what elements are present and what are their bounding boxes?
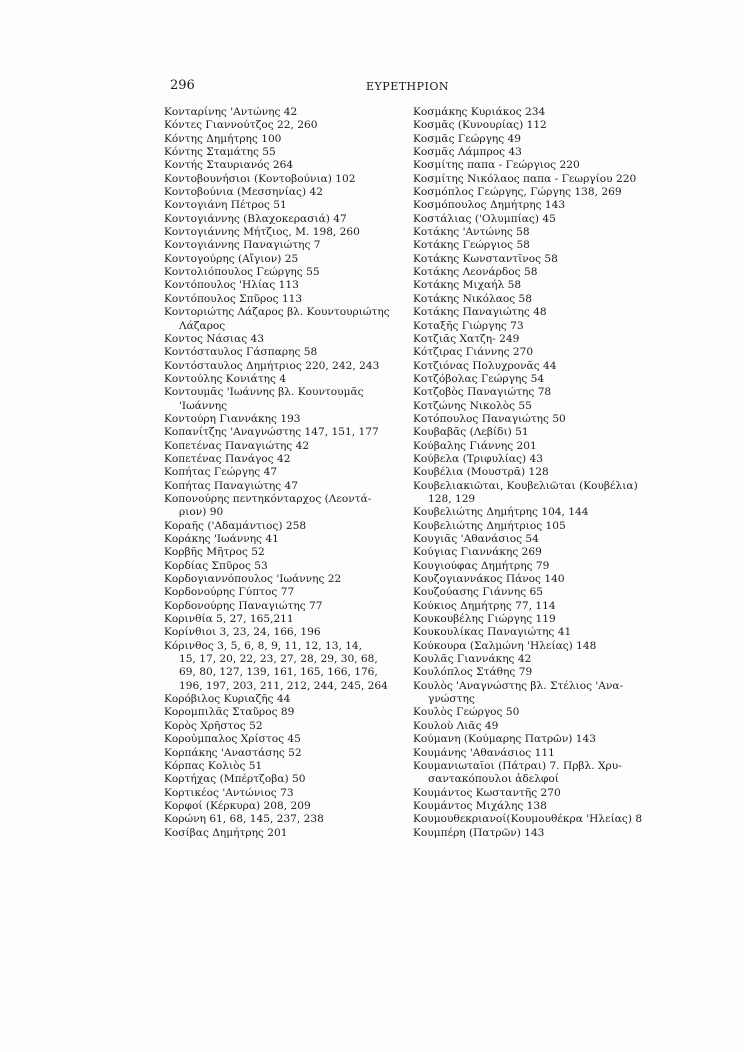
index-entry [413,666,663,679]
index-entry-text: Κοτάκης Παναγιώτης 48 [413,306,547,319]
index-entry-text: Κουμάντος Κωσταντῆς 270 [413,786,561,799]
index-entry-text: Κουβέλια (Μουστρᾶ) 128 [413,466,549,479]
index-entry [164,133,400,146]
index-entry-text: Κοταξῆς Γιώργης 73 [413,319,524,332]
index-entry [413,626,663,639]
index-entry [164,360,400,373]
index-entry [164,480,400,493]
index-entry [413,266,663,279]
index-entry [413,213,663,226]
index-entry-continuation: ριον) 90 [179,506,224,519]
index-entry-text: Κοπετένας Παναγιώτης 42 [164,439,310,452]
index-entry-text: Κορίνθιοι 3, 23, 24, 166, 196 [164,626,321,639]
index-entry-text: Κορδογιαννόπουλος 'Ιωάννης 22 [164,573,342,586]
index-column-left [164,106,400,840]
index-entry-text: Κορφοί (Κέρκυρα) 208, 209 [164,799,311,812]
index-entry-text: Κούκιος Δημήτρης 77, 114 [413,599,556,612]
index-entry [164,573,400,586]
index-entry [164,119,400,132]
index-entry-text: Κοντολιόπουλος Γεώργης 55 [164,266,320,279]
index-entry-text: Κορτικέος 'Αντώνιος 73 [164,786,294,799]
index-entry-text: Κορινθία 5, 27, 165,211 [164,613,294,626]
index-entry [164,159,400,172]
index-entry-text: Κοσμόπλος Γεώργης, Γώργης 138, 269 [413,186,622,199]
index-entry [164,773,400,786]
index-entry-text: Κοσμίτης παπα - Γεώργιος 220 [413,159,580,172]
index-entry [164,493,400,520]
index-entry-text: Κουγιᾶς 'Αθανάσιος 54 [413,533,539,545]
index-entry-text: Κοντόπουλος Σπῦρος 113 [164,292,303,305]
index-entry-text: Κότζιρας Γιάννης 270 [413,346,534,359]
index-entry-text: Κοντοβουνήσιοι (Κοντοβούνια) 102 [164,172,356,185]
index-entry-continuation: Λάζαρος [179,319,226,332]
index-entry-text: Κοντοριώτης Λάζαρος βλ. Κουντουριώτης [164,306,390,319]
index-entry-text: Κοντόπουλος 'Ηλίας 113 [164,279,299,292]
index-entry [413,186,663,199]
index-entry [164,560,400,573]
index-entry [413,560,663,573]
index-entry [413,827,663,840]
index-entry [413,386,663,399]
index-entry-text: Κουκουλίκας Παναγιώτης 41 [413,626,572,639]
index-entry [413,466,663,479]
index-entry-text: Κοροὐμπαλος Χρίστος 45 [164,733,301,746]
index-entry-text: Κοτάκης Νικόλαος 58 [413,292,533,305]
index-entry-text: Κοπονούρης πεντηκόνταρχος (Λεοντά- [164,492,372,505]
index-entry-text: Κουζούασης Γιάννης 65 [413,586,543,599]
index-entry-text: Κούμανη (Κούμαρης Πατρῶν) 143 [413,733,596,746]
index-entry-text: Κορώνη 61, 68, 145, 237, 238 [164,813,324,826]
index-entry-text: Κοτζοβὸς Παναγιώτης 78 [413,386,552,399]
index-entry-text: Κοπετένας Πανάγος 42 [164,452,291,465]
index-entry [413,653,663,666]
index-entry-text: Κοτζιᾶς Χατζη- 249 [413,332,520,345]
index-entry-continuation: 196, 197, 203, 211, 212, 244, 245, 264 [179,679,388,692]
index-entry-text: Κοσμᾶς (Κυνουρίας) 112 [413,119,547,132]
index-entry [164,640,400,693]
index-entry-text: Κοντουμᾶς 'Ιωάννης βλ. Κουντουμᾶς [164,386,364,399]
index-entry-text: Κονταρίνης 'Αντώνης 42 [164,106,298,118]
index-entry-text: Κουζογιαννάκος Πάνος 140 [413,573,565,586]
index-entry [164,146,400,159]
index-entry-text: Κουμάντος Μιχάλης 138 [413,799,547,812]
index-entry-continuation: 69, 80, 127, 139, 161, 165, 166, 176, [179,666,378,679]
index-entry-text: Κοτάκης Κωνσταντῖνος 58 [413,252,558,265]
index-entry-text: Κοστάλιας ('Ολυμπίας) 45 [413,212,556,225]
index-entry-text: Κουλᾶς Γιαννάκης 42 [413,653,532,666]
index-entry [413,119,663,132]
index-entry [164,520,400,533]
index-entry-text: Κορὸς Χρῆστος 52 [164,719,263,732]
index-entry [164,747,400,760]
index-entry-text: Κοντόσταυλος Γάσπαρης 58 [164,346,318,359]
index-entry [413,520,663,533]
index-entry-text: Κοσίβας Δημήτρης 201 [164,826,288,839]
index-entry [413,173,663,186]
index-entry [413,533,663,546]
index-entry-continuation: 'Ιωάννης [179,399,228,412]
index-entry-text: Κοντογιάννης Παναγιώτης 7 [164,239,321,252]
index-entry [164,279,400,292]
index-entry-text: Κοντόσταυλος Δημήτριος 220, 242, 243 [164,359,380,372]
index-entry-text: Κοραῆς ('Αδαμάντιος) 258 [164,519,307,532]
index-entry-text: Κοσμᾶς Λάμπρος 43 [413,146,522,159]
index-entry-text: Κουμάνης 'Αθανάσιος 111 [413,746,555,759]
index-entry-text: Κορδίας Σπῦρος 53 [164,559,268,572]
index-entry-text: Κόντης Σταμάτης 55 [164,146,276,159]
index-entry [413,573,663,586]
index-entry-text: Κοσμόπουλος Δημήτρης 143 [413,199,566,212]
index-entry [413,226,663,239]
index-entry [164,546,400,559]
index-entry [164,533,400,546]
index-entry-continuation: 128, 129 [428,492,476,505]
index-entry [164,106,400,119]
index-entry [164,199,400,212]
index-entry-text: Κουμανιωταῖοι (Πάτραι) 7. Πρβλ. Χρυ- [413,759,622,772]
index-column-right [413,106,663,840]
index-entry [413,306,663,319]
index-entry [164,600,400,613]
index-entry-text: Κοπήτας Γεώργης 47 [164,466,278,479]
index-entry [413,400,663,413]
index-entry [164,186,400,199]
index-entry [413,426,663,439]
index-entry-text: Κουκουβέλης Γιώργης 119 [413,613,556,626]
index-entry [413,413,663,426]
index-entry-text: Κοντούλης Κονιάτης 4 [164,372,287,385]
index-entry-text: Κορδονούρης Γύπτος 77 [164,586,295,599]
index-entry [413,546,663,559]
index-entry [164,173,400,186]
index-entry-text: Κοτζιόνας Πολυχρονᾶς 44 [413,359,557,372]
index-entry-text: Κοντής Σταυριανός 264 [164,159,294,172]
index-entry [164,613,400,626]
index-entry-text: Κόντης Δημήτρης 100 [164,132,282,145]
index-entry-text: Κοντογούρης (Αἴγιον) 25 [164,252,299,265]
index-entry [164,827,400,840]
index-entry-text: Κοτάκης Λεονάρδος 58 [413,266,538,279]
index-entry [164,346,400,359]
index-entry [164,426,400,439]
index-entry-text: Κουλὸς Γεώργος 50 [413,706,520,719]
index-entry-text: Κόρινθος 3, 5, 6, 8, 9, 11, 12, 13, 14, [164,639,363,652]
index-entry [164,440,400,453]
index-entry [164,733,400,746]
index-entry [413,133,663,146]
index-entry [413,760,663,787]
index-entry [164,239,400,252]
index-entry-text: Κοτάκης 'Αντώνης 58 [413,226,530,239]
index-entry [413,373,663,386]
index-entry [164,800,400,813]
index-entry [164,626,400,639]
index-entry [164,813,400,826]
index-entry [413,279,663,292]
index-entry-text: Κουβελιώτης Δημήτριος 105 [413,519,566,532]
index-entry [164,306,400,333]
index-entry [413,733,663,746]
index-entry [413,333,663,346]
index-entry [413,440,663,453]
index-entry [413,360,663,373]
index-entry-text: Κορόβιλος Κυριαζῆς 44 [164,693,291,706]
index-entry [413,253,663,266]
index-entry-text: Κοντογιάννης (Βλαχοκερασιά) 47 [164,212,347,225]
index-entry-text: Κουλοὺ Λιᾶς 49 [413,719,499,732]
index-entry-continuation: γνώστης [428,693,475,706]
index-entry-text: Κοντογιάνη Πέτρος 51 [164,199,287,212]
index-entry [413,586,663,599]
index-entry [164,293,400,306]
index-entry-text: Κοτάκης Γεώργιος 58 [413,239,530,252]
index-entry-text: Κορδονούρης Παναγιώτης 77 [164,599,323,612]
index-entry [164,253,400,266]
index-entry-text: Κοράκης 'Ιωάννης 41 [164,533,279,545]
index-entry [164,333,400,346]
index-entry-text: Κουβαβᾶς (Λεβίδι) 51 [413,426,529,439]
index-entry-text: Κοπανίτζης 'Αναγνώστης 147, 151, 177 [164,426,379,439]
index-entry-text: Κούβαλης Γιάννης 201 [413,439,537,452]
index-entry-continuation: 15, 17, 20, 22, 23, 27, 28, 29, 30, 68, [179,653,378,666]
index-entry-text: Κοσμᾶς Γεώργης 49 [413,132,522,145]
index-entry-text: Κουλόπλος Στάθης 79 [413,666,533,679]
index-entry [164,413,400,426]
index-entry [413,680,663,707]
index-entry-text: Κοντούρη Γιαννάκης 193 [164,412,301,425]
index-entry [413,239,663,252]
index-entry [413,720,663,733]
index-entry [164,373,400,386]
index-entry [413,106,663,119]
index-entry [164,787,400,800]
index-entry-text: Κοπήτας Παναγιώτης 47 [164,479,299,492]
index-entry [413,320,663,333]
index-entry-text: Κορομπιλᾶς Σταῦρος 89 [164,706,295,719]
index-entry-text: Κοτόπουλος Παναγιώτης 50 [413,412,566,425]
index-entry-text: Κοτζώνης Νικολὸς 55 [413,399,532,412]
index-entry-text: Κοσμίτης Νικόλαος παπα - Γεωργίου 220 [413,172,637,185]
index-entry [413,480,663,507]
index-entry [164,453,400,466]
index-entry [413,600,663,613]
index-entry-text: Κορπάκης 'Αναστάσης 52 [164,746,302,759]
index-entry [164,466,400,479]
index-entry [413,146,663,159]
index-entry-text: Κορβῆς Μῆτρος 52 [164,546,265,559]
index-entry-continuation: σαντακόπουλοι ἀδελφοί [428,773,559,786]
index-entry-text: Κουλὸς 'Αναγνώστης βλ. Στέλιος 'Ανα- [413,679,624,692]
index-entry [413,199,663,212]
index-entry [164,266,400,279]
index-entry [413,293,663,306]
index-entry [164,693,400,706]
index-entry [413,346,663,359]
index-entry-text: Κοντος Νάσιας 43 [164,332,265,345]
index-entry [164,213,400,226]
index-entry [164,226,400,239]
index-entry [413,506,663,519]
index-entry [413,747,663,760]
index-entry-text: Κουμπέρη (Πατρῶν) 143 [413,826,545,839]
index-entry [164,706,400,719]
index-entry-text: Κούγιας Γιαννάκης 269 [413,546,542,559]
index-entry-text: Κοσμάκης Κυριάκος 234 [413,106,546,118]
index-entry [164,720,400,733]
index-entry [413,813,663,826]
index-entry-text: Κουγιούφας Δημήτρης 79 [413,559,550,572]
index-entry-text: Κοτάκης Μιχαήλ 58 [413,279,522,292]
index-entry-text: Κούκουρα (Σαλμώνη 'Ηλείας) 148 [413,639,597,652]
index-entry [413,613,663,626]
index-entry-text: Κουβελιακιῶται, Κουβελιῶται (Κουβέλια) [413,479,638,492]
running-head: ΕΥΡΕΤΗΡΙΟΝ [366,80,450,93]
index-entry [164,386,400,413]
index-entry-text: Κοντοβούνια (Μεσσηνίας) 42 [164,186,323,199]
index-entry-text: Κουβελιώτης Δημήτρης 104, 144 [413,506,589,519]
index-entry [413,800,663,813]
index-entry-text: Κόρπας Κολιὸς 51 [164,759,263,772]
page-number: 296 [170,78,195,93]
index-entry [413,159,663,172]
index-entry-text: Κοτζόβολας Γεώργης 54 [413,372,545,385]
index-entry [413,706,663,719]
index-entry [413,453,663,466]
index-entry-text: Κούβελα (Τριφυλίας) 43 [413,452,543,465]
index-entry-text: Κόντες Γιαννούτζος 22, 260 [164,119,318,132]
index-entry-text: Κοντογιάννης Μήτζιος, Μ. 198, 260 [164,226,360,239]
index-entry [413,640,663,653]
index-entry-text: Κορτήχας (Μπέρτζοβα) 50 [164,773,306,786]
index-entry [164,586,400,599]
index-entry-text: Κουμουθεκριανοί(Κουμουθέκρα 'Ηλείας) 8 [413,813,643,826]
index-entry [413,787,663,800]
index-entry [164,760,400,773]
